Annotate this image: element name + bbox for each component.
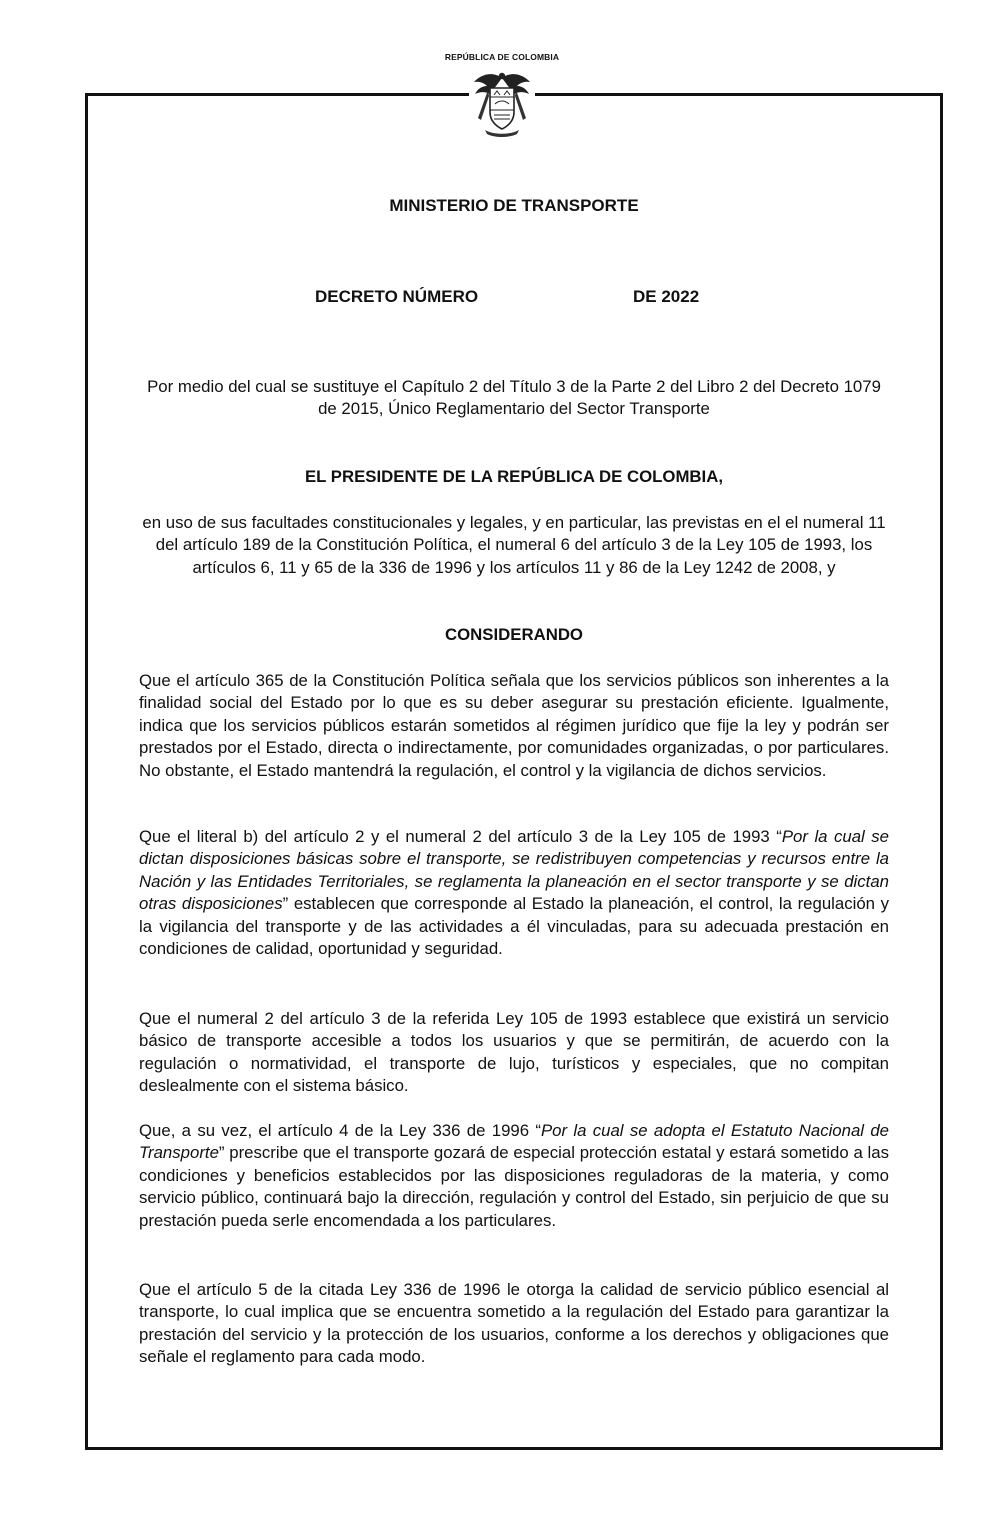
decree-number-label: DECRETO NÚMERO	[315, 287, 479, 306]
paragraph-4-end: ” prescribe que el transporte gozará de especial protección estatal y estará sometido a las condiciones y beneficios establecidos por las disposiciones reguladoras de la materia, y como servicio público, continuará bajo la dirección, regulación y control del Estado, sin perjuicio de que su prestación pueda serle encomendada a los particulares.	[139, 1143, 889, 1230]
country-label: REPÚBLICA DE COLOMBIA	[444, 52, 560, 62]
paragraph-4	[139, 1120, 889, 1232]
powers-clause: en uso de sus facultades constitucionales y legales, y en particular, las previstas en el el numeral 11 del artículo 189 de la Constitución Política, el numeral 6 del artículo 3 de la Ley 105 de 1993, los artículos 6, 11 y 65 de la 336 de 1996 y los artículos 11 y 86 de la Ley 1242 de 2008, y	[142, 513, 886, 577]
coat-of-arms-icon	[469, 68, 535, 138]
decree-subject: Por medio del cual se sustituye el Capítulo 2 del Título 3 de la Parte 2 del Libro 2 del Decreto 1079 de 2015, Único Reglamentario del Sector Transporte	[147, 377, 881, 418]
paragraph-4-start: Que, a su vez, el artículo 4 de la Ley 336 de 1996 “	[139, 1121, 541, 1140]
paragraph-4-law-title: Por la cual se adopta el Estatuto Nacional de Transporte	[139, 1121, 890, 1163]
paragraph-5: Que el artículo 5 de la citada Ley 336 de 1996 le otorga la calidad de servicio público esencial al transporte, lo cual implica que se encuentra sometido a la regulación del Estado para garantizar la prestación del servicio y la protección de los usuarios, conforme a los derechos y obligaciones que señale el reglamento para cada modo.	[139, 1280, 889, 1367]
president-heading: EL PRESIDENTE DE LA REPÚBLICA DE COLOMBIA,	[304, 467, 723, 486]
paragraph-3: Que el numeral 2 del artículo 3 de la referida Ley 105 de 1993 establece que existirá un servicio básico de transporte accesible a todos los usuarios y que se permitirán, de acuerdo con la regulación o normatividad, el transporte de lujo, turísticos y especiales, que no compitan deslealmente con el sistema básico.	[139, 1009, 889, 1096]
ministry-name: MINISTERIO DE TRANSPORTE	[389, 196, 639, 215]
considering-heading: CONSIDERANDO	[445, 625, 583, 644]
paragraph-2-end: ” establecen que corresponde al Estado la planeación, el control, la regulación y la vigilancia del transporte y de las actividades a él vinculadas, para su adecuada prestación en condiciones de calidad, oportunidad y seguridad.	[139, 894, 889, 959]
paragraph-2-law-title: Por la cual se dictan disposiciones básicas sobre el transporte, se redistribuyen competencias y recursos entre la Nación y las Entidades Territoriales, se reglamenta la planeación en el sector transporte y se dictan otras disposiciones	[139, 827, 889, 914]
paragraph-1: Que el artículo 365 de la Constitución Política señala que los servicios públicos son inherentes a la finalidad social del Estado por lo que es su deber asegurar su prestación eficiente. Igualmente, indica que los servicios públicos estarán sometidos al régimen jurídico que fije la ley y podrán ser prestados por el Estado, directa o indirectamente, por comunidades organizadas, o por particulares. No obstante, el Estado mantendrá la regulación, el control y la vigilancia de dichos servicios.	[139, 671, 889, 780]
decree-year-label: DE 2022	[633, 287, 700, 306]
paragraph-2	[139, 826, 889, 960]
paragraph-2-start: Que el literal b) del artículo 2 y el numeral 2 del artículo 3 de la Ley 105 de 1993 “	[139, 827, 782, 846]
